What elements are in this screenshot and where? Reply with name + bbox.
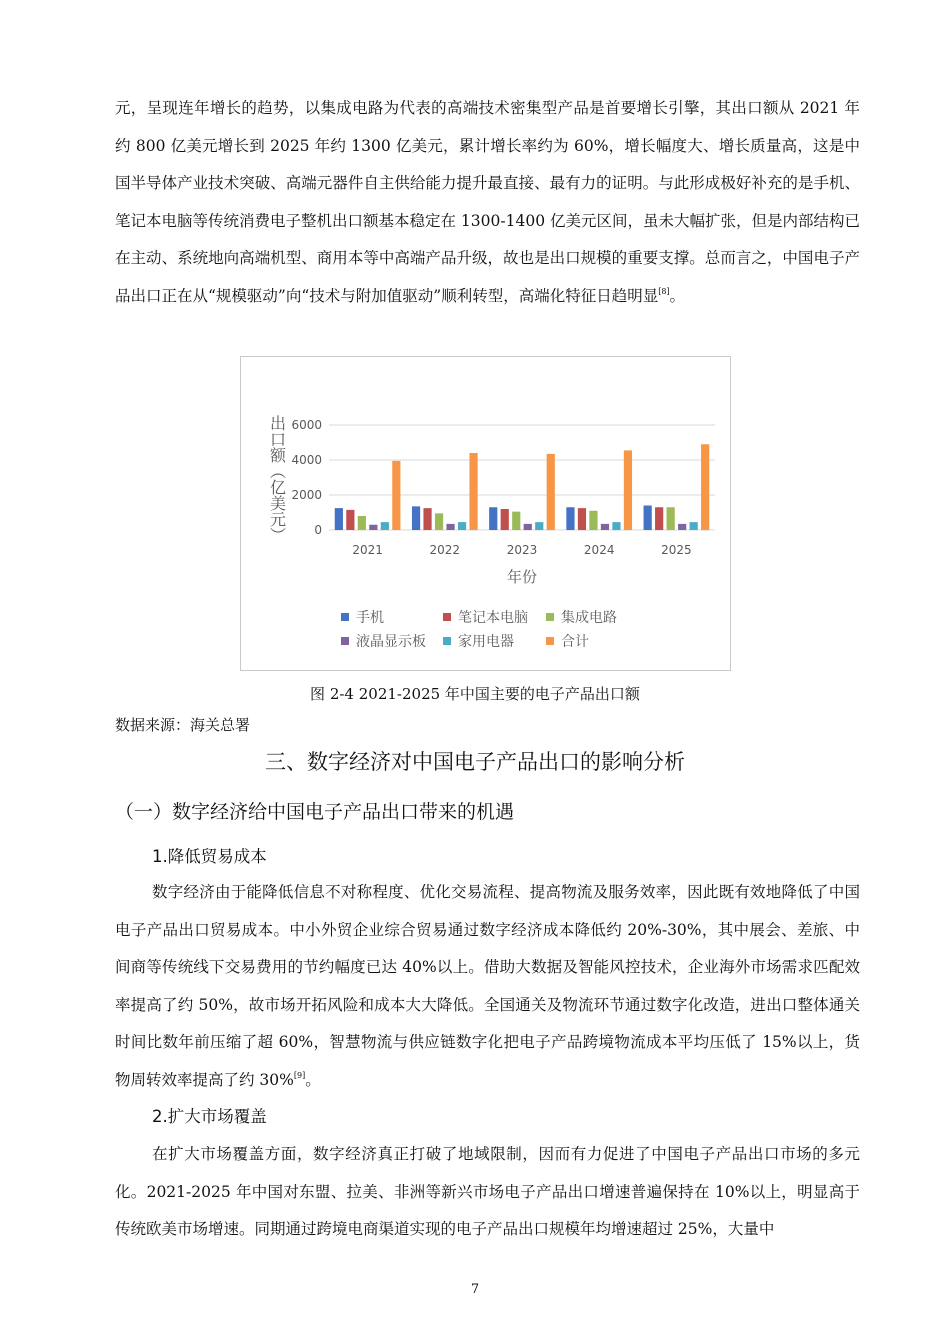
bar-2022-3 (446, 524, 454, 530)
bar-2023-2 (512, 512, 520, 530)
intro-end: 。 (669, 286, 686, 305)
x-axis-label: 年份 (506, 568, 538, 586)
y-tick-label: 2000 (291, 488, 322, 502)
bar-2025-4 (690, 522, 698, 530)
y-axis-label: 出口额（亿美元） (267, 415, 287, 543)
bar-2022-0 (412, 506, 420, 530)
item-heading-1: 1.降低贸易成本 (152, 847, 267, 866)
legend-label: 集成电路 (561, 610, 617, 626)
chart-bars (335, 444, 710, 530)
legend-item (546, 609, 617, 626)
y-tick-label: 0 (314, 523, 322, 537)
y-tick-label: 6000 (291, 418, 322, 432)
bar-2023-4 (535, 522, 543, 530)
legend-item (443, 609, 528, 626)
page-number: 7 (470, 1282, 480, 1297)
bar-chart (241, 357, 730, 670)
legend-item (341, 609, 384, 626)
legend-label: 笔记本电脑 (458, 610, 528, 626)
paragraph-market-coverage: 在扩大市场覆盖方面，数字经济真正打破了地域限制，因而有力促进了中国电子产品出口市场的多元化。2021-2025 年中国对东盟、拉美、非洲等新兴市场电子产品出口增速普遍保持在 10%以上，明显高于传统欧美市场增速。同期通过跨境电商渠道实现的电子产品出口规模年均增速超过 25%，大量中 (115, 1145, 860, 1238)
legend-swatch (443, 613, 451, 621)
x-tick-label: 2023 (506, 543, 538, 557)
x-tick-labels (352, 543, 691, 557)
bar-2022-5 (469, 453, 477, 530)
bar-2025-0 (644, 506, 652, 531)
bar-2021-2 (358, 516, 366, 530)
subsection-heading: （一）数字经济给中国电子产品出口带来的机遇 (115, 801, 515, 823)
para1-text: 数字经济由于能降低信息不对称程度、优化交易流程、提高物流及服务效率，因此既有效地降低了中国电子产品出口贸易成本。中小外贸企业综合贸易通过数字经济成本降低约 20%-30%，其中展会、差旅、中间商等传统线下交易费用的节约幅度已达 40%以上。借助大数据及智能风控技术，企业海外市场需求匹配效率提高了约 50%，故市场开拓风险和成本大大降低。全国通关及物流环节通过数字化改造，进出口整体通关时间比数年前压缩了超 60%，智慧物流与供应链数字化把电子产品跨境物流成本平均压低了 15%以上，货物周转效率提高了约 30% (115, 883, 860, 1089)
bar-2022-4 (458, 522, 466, 530)
bar-2024-3 (601, 524, 609, 530)
bar-2021-3 (369, 525, 377, 530)
x-tick-label: 2025 (661, 543, 692, 557)
bar-2025-5 (701, 444, 709, 530)
figure-caption: 图 2-4 2021-2025 年中国主要的电子产品出口额 (310, 685, 640, 703)
legend-label: 液晶显示板 (356, 634, 426, 650)
citation-9[interactable]: [9] (293, 1070, 306, 1080)
legend-item (341, 633, 426, 650)
bar-2023-5 (547, 454, 555, 530)
bar-2024-2 (589, 511, 597, 530)
bar-2023-0 (489, 507, 497, 530)
bar-2024-1 (578, 508, 586, 530)
x-tick-label: 2024 (583, 543, 615, 557)
y-tick-labels (291, 418, 322, 537)
intro-paragraph (115, 90, 860, 315)
bar-2021-5 (392, 461, 400, 530)
bar-2021-4 (381, 522, 389, 530)
legend-item (546, 633, 589, 650)
bar-2024-0 (566, 507, 574, 530)
figure-chart (240, 356, 731, 671)
chart-legend (341, 609, 617, 650)
data-source: 数据来源：海关总署 (115, 716, 251, 734)
y-tick-label: 4000 (291, 453, 322, 467)
legend-label: 手机 (356, 610, 384, 626)
bar-2024-5 (624, 450, 632, 530)
para1-end: 。 (305, 1070, 321, 1089)
legend-swatch (546, 637, 554, 645)
legend-item (443, 633, 514, 650)
legend-label: 家用电器 (458, 634, 514, 650)
bar-2022-1 (423, 508, 431, 530)
section-heading: 三、数字经济对中国电子产品出口的影响分析 (265, 750, 685, 774)
legend-swatch (443, 637, 451, 645)
legend-swatch (341, 637, 349, 645)
bar-2022-2 (435, 513, 443, 530)
bar-2021-1 (346, 510, 354, 530)
x-tick-label: 2021 (352, 543, 383, 557)
paragraph-trade-cost (115, 874, 860, 1099)
x-tick-label: 2022 (429, 543, 461, 557)
legend-label: 合计 (561, 634, 589, 650)
bar-2023-1 (501, 509, 509, 530)
legend-swatch (341, 613, 349, 621)
bar-2025-1 (655, 507, 663, 530)
bar-2025-2 (667, 507, 675, 530)
legend-swatch (546, 613, 554, 621)
bar-2025-3 (678, 524, 686, 530)
citation-8[interactable]: [8] (658, 286, 670, 296)
bar-2023-3 (524, 524, 532, 530)
bar-2021-0 (335, 508, 343, 530)
bar-2024-4 (612, 522, 620, 530)
intro-text: 元，呈现连年增长的趋势，以集成电路为代表的高端技术密集型产品是首要增长引擎，其出口额从 2021 年约 800 亿美元增长到 2025 年约 1300 亿美元，累计增长率约为 60%，增长幅度大、增长质量高，这是中国半导体产业技术突破、高端元器件自主供给能力提升最直接、最有力的证明。与此形成极好补充的是手机、笔记本电脑等传统消费电子整机出口额基本稳定在 1300-1400 亿美元区间，虽未大幅扩张，但是内部结构已在主动、系统地向高端机型、商用本等中高端产品升级，故也是出口规模的重要支撑。总而言之，中国电子产品出口正在从“规模驱动”向“技术与附加值驱动”顺利转型，高端化特征日趋明显 (115, 99, 860, 305)
item-heading-2: 2.扩大市场覆盖 (152, 1107, 267, 1126)
